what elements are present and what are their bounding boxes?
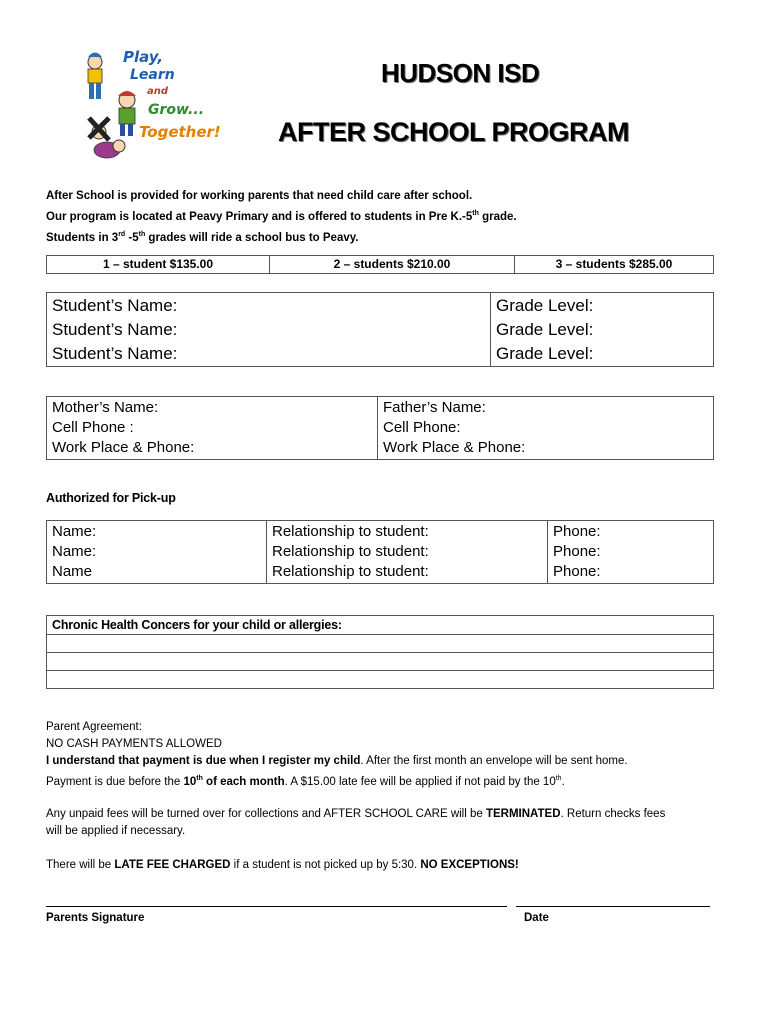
pickup-names-cell[interactable] <box>47 521 267 584</box>
grade-level-label-2: Grade Level: <box>496 320 594 339</box>
agreement-block-2 <box>46 806 665 840</box>
pickup-name-label-2: Name: <box>52 543 97 560</box>
students-table <box>46 292 714 367</box>
parent-signature-line[interactable] <box>46 906 507 907</box>
relationship-label-3: Relationship to student: <box>272 563 429 580</box>
intro-line-3: Students in 3rd -5th grades will ride a school bus to Peavy. <box>46 230 359 244</box>
father-info-cell[interactable] <box>378 397 714 460</box>
date-label: Date <box>524 912 549 924</box>
parents-table <box>46 396 714 460</box>
mother-work-label: Work Place & Phone: <box>52 439 195 456</box>
student-names-cell[interactable] <box>47 293 491 367</box>
health-line-2[interactable] <box>47 653 714 671</box>
agreement-title: Parent Agreement: <box>46 721 142 733</box>
grade-level-label-3: Grade Level: <box>496 344 594 363</box>
student-name-label-1: Student’s Name: <box>52 296 178 315</box>
grade-level-label-1: Grade Level: <box>496 296 594 315</box>
fee-three-students: 3 – students $285.00 <box>515 256 714 274</box>
pickup-heading: Authorized for Pick-up <box>46 491 176 505</box>
payment-due-line: I understand that payment is due when I register my child. After the first month an envelope will be sent home. <box>46 755 628 767</box>
parent-signature-label: Parents Signature <box>46 912 145 924</box>
unpaid-fees-line: Any unpaid fees will be turned over for collections and AFTER SCHOOL CARE will be TERMINATED. Return checks fees <box>46 808 666 820</box>
logo-word-grow: Grow... <box>148 102 205 118</box>
logo-word-and: and <box>147 86 169 97</box>
health-label-row: Chronic Health Concers for your child or allergies: <box>47 616 714 635</box>
pickup-phone-cell[interactable] <box>548 521 714 584</box>
fee-one-student: 1 – student $135.00 <box>47 256 270 274</box>
intro-line-1: After School is provided for working parents that need child care after school. <box>46 190 473 202</box>
pickup-name-label-3: Name <box>52 563 93 580</box>
father-work-label: Work Place & Phone: <box>383 439 526 456</box>
logo-word-play: Play, <box>123 48 164 66</box>
no-cash-notice: NO CASH PAYMENTS ALLOWED <box>46 738 222 750</box>
father-cell-label: Cell Phone: <box>383 419 461 436</box>
father-name-label: Father’s Name: <box>383 399 486 416</box>
student-name-label-2: Student’s Name: <box>52 320 178 339</box>
student-name-label-3: Student’s Name: <box>52 344 178 363</box>
payment-deadline-line: Payment is due before the 10th of each month. A $15.00 late fee will be applied if not paid by the 10th. <box>46 775 565 788</box>
logo-word-learn: Learn <box>130 67 175 83</box>
mother-name-label: Mother’s Name: <box>52 399 159 416</box>
health-line-1[interactable] <box>47 635 714 653</box>
pickup-name-label-1: Name: <box>52 523 97 540</box>
phone-label-1: Phone: <box>553 523 601 540</box>
relationship-label-1: Relationship to student: <box>272 523 429 540</box>
late-pickup-notice: There will be LATE FEE CHARGED if a student is not picked up by 5:30. NO EXCEPTIONS! <box>46 859 519 871</box>
intro-line-2: Our program is located at Peavy Primary and is offered to students in Pre K.-5th grade. <box>46 210 517 223</box>
health-line-3[interactable] <box>47 671 714 689</box>
mother-cell-label: Cell Phone : <box>52 419 134 436</box>
date-signature-line[interactable] <box>516 906 710 907</box>
intro-text <box>46 187 517 247</box>
return-checks-line: will be applied if necessary. <box>46 825 186 837</box>
title-after-school-program: AFTER SCHOOL PROGRAM <box>278 117 630 147</box>
agreement-block-1 <box>46 719 628 791</box>
fee-two-students: 2 – students $210.00 <box>270 256 515 274</box>
relationship-label-2: Relationship to student: <box>272 543 429 560</box>
program-logo <box>75 48 225 163</box>
health-table <box>46 615 714 689</box>
pickup-relationship-cell[interactable] <box>267 521 548 584</box>
fee-table <box>46 255 714 274</box>
phone-label-2: Phone: <box>553 543 601 560</box>
logo-word-together: Together! <box>139 123 221 141</box>
mother-info-cell[interactable] <box>47 397 378 460</box>
phone-label-3: Phone: <box>553 563 601 580</box>
pickup-table <box>46 520 714 584</box>
grade-levels-cell[interactable] <box>491 293 714 367</box>
title-hudson-isd: HUDSON ISD <box>381 58 540 88</box>
